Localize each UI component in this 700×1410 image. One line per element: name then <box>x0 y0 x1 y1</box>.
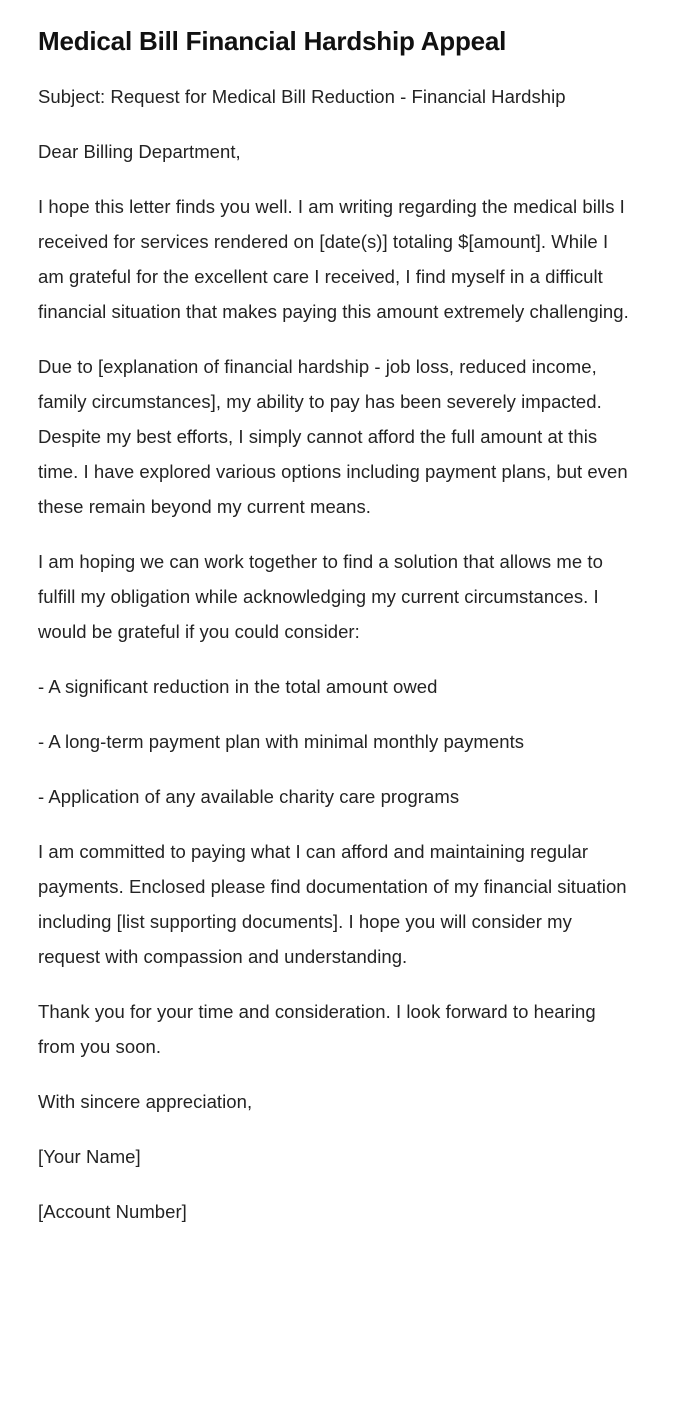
page-title: Medical Bill Financial Hardship Appeal <box>38 26 507 56</box>
request-item-charity-care: - Application of any available charity care programs <box>38 786 460 807</box>
salutation: Dear Billing Department, <box>38 141 241 162</box>
hardship-explanation-paragraph: Due to [explanation of financial hardship - job loss, reduced income, family circumstances], my ability to pay has been severely impacted. Despite my best efforts, I simply cannot afford the full amount at this time. I have explored various options including payment plans, but even these remain beyond my current means. <box>38 356 628 517</box>
request-item-payment-plan: - A long-term payment plan with minimal monthly payments <box>38 731 525 752</box>
request-intro-paragraph: I am hoping we can work together to find a solution that allows me to fulfill my obligation while acknowledging my current circumstances. I would be grateful if you could consider: <box>38 551 603 642</box>
intro-paragraph: I hope this letter finds you well. I am writing regarding the medical bills I received for services rendered on [date(s)] totaling $[amount]. While I am grateful for the excellent care I received, I find myself in a difficult financial situation that makes paying this amount extremely challenging. <box>38 196 629 322</box>
request-item-reduction: - A significant reduction in the total amount owed <box>38 676 438 697</box>
closing-line: With sincere appreciation, <box>38 1091 253 1112</box>
account-number-placeholder: [Account Number] <box>38 1201 187 1222</box>
commitment-paragraph: I am committed to paying what I can afford and maintaining regular payments. Enclosed please find documentation of my financial situation including [list supporting documents]. I hope you will consider my request with compassion and understanding. <box>38 841 627 967</box>
subject-line: Subject: Request for Medical Bill Reduction - Financial Hardship <box>38 86 566 107</box>
letter-body <box>38 79 638 1229</box>
signature-name-placeholder: [Your Name] <box>38 1146 141 1167</box>
thanks-paragraph: Thank you for your time and consideration. I look forward to hearing from you soon. <box>38 1001 596 1057</box>
